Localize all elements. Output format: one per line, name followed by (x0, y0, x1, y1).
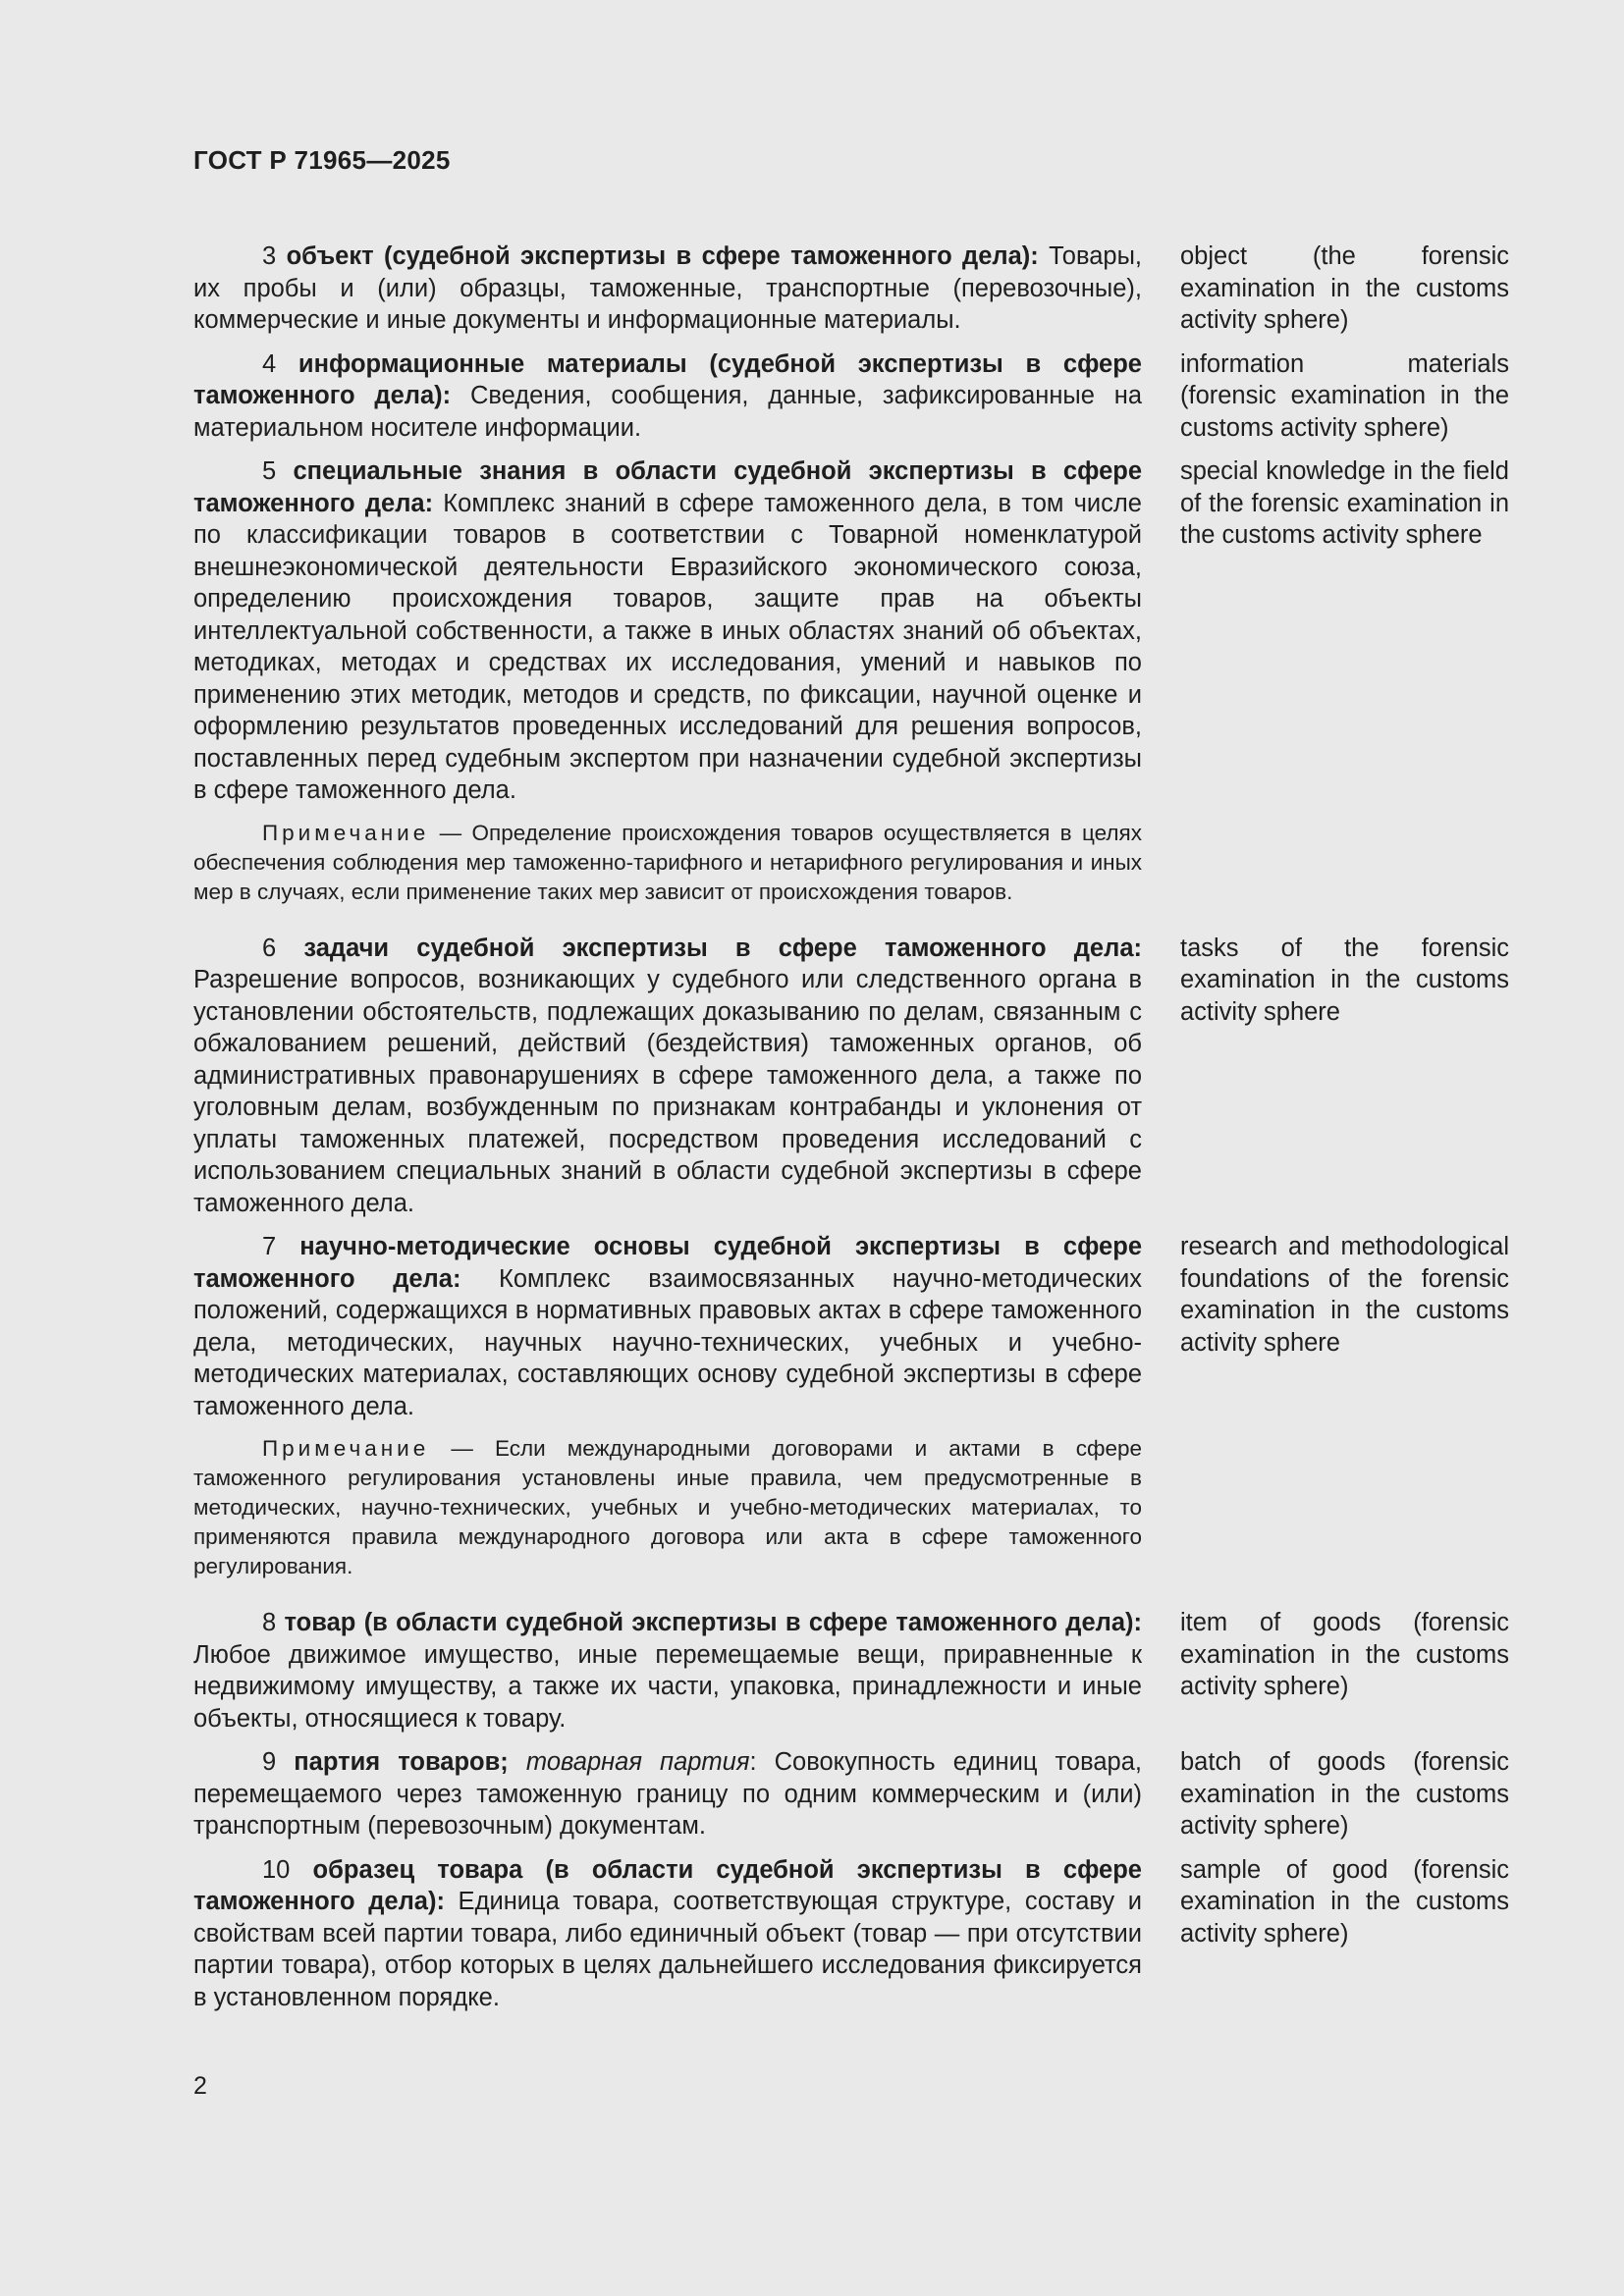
note-label: Примечание (262, 820, 430, 845)
term-number: 7 (262, 1233, 277, 1260)
term-name: информационные материалы (судебной экспертизы в сфере таможенного дела): (193, 349, 1142, 409)
term-name: партия товаров; (294, 1748, 509, 1776)
note-text: — Определение происхождения товаров осуществляется в целях обеспечения соблюдения мер таможенно-тарифного и нетарифного регулирования и иных мер в случаях, если применение таких мер зависит от происхождения товаров. (193, 820, 1142, 904)
term-name: образец товара (в области судебной экспертизы в сфере таможенного дела): (193, 1855, 1142, 1915)
term-equivalent-en: batch of goods (forensic examination in the customs activity sphere) (1180, 1748, 1509, 1840)
term-equivalent-en: tasks of the forensic examination in the customs activity sphere (1180, 934, 1509, 1026)
term-equivalent-en: research and methodological foundations of the forensic examination in the customs activity sphere (1180, 1233, 1509, 1357)
term-definition-ru (193, 1231, 1142, 1422)
term-definition: Комплекс взаимосвязанных научно-методических положений, содержащихся в нормативных правовых актах в сфере таможенного дела, методических, научных научно-технических, учебных и учебно-методических материалах, составляющих основу судебной экспертизы в сфере таможенного дела. (193, 1264, 1142, 1420)
term-entry-4 (193, 348, 1509, 445)
note-2 (193, 1434, 1142, 1581)
term-definition-ru (193, 240, 1142, 337)
term-number: 6 (262, 934, 277, 962)
term-entry-8 (193, 1607, 1509, 1735)
term-definition: Единица товара, соответствующая структуре, составу и свойствам всей партии товара, либо единичный объект (товар — при отсутствии партии товара), отбор которых в целях дальнейшего исследования фиксируется в установленном порядке. (193, 1888, 1142, 2011)
term-definition: Любое движимое имущество, иные перемещаемые вещи, приравненные к недвижимому имуществу, а также их части, упаковка, принадлежности и иные объекты, относящиеся к товару. (193, 1640, 1142, 1733)
term-equivalent-en: special knowledge in the field of the forensic examination in the customs activity sphere (1180, 457, 1509, 549)
term-name: задачи судебной экспертизы в сфере таможенного дела: (303, 934, 1142, 962)
term-number: 9 (262, 1748, 277, 1776)
term-entry-3 (193, 240, 1509, 337)
term-number: 4 (262, 349, 277, 378)
term-equivalent-en: information materials (forensic examination in the customs activity sphere) (1180, 349, 1509, 442)
document-header: ГОСТ Р 71965—2025 (193, 145, 451, 175)
term-name: объект (судебной экспертизы в сфере таможенного дела): (286, 242, 1039, 270)
term-equivalent-en: sample of good (forensic examination in the customs activity sphere) (1180, 1855, 1509, 1948)
term-definition: Сведения, сообщения, данные, зафиксированные на материальном носителе информации. (193, 382, 1143, 442)
term-equivalent-en: object (the forensic examination in the customs activity sphere) (1180, 242, 1509, 334)
term-definition-ru (193, 933, 1142, 1220)
term-definition-ru (193, 1854, 1142, 2014)
term-definition: Товары, их пробы и (или) образцы, таможенные, транспортные (перевозочные), коммерческие и иные документы и информационные материалы. (193, 242, 1142, 334)
term-equivalent-en: item of goods (forensic examination in the customs activity sphere) (1180, 1609, 1509, 1700)
term-definition-ru (193, 455, 1142, 807)
term-definition-ru (193, 1607, 1142, 1735)
note-1 (193, 819, 1142, 907)
terms-list (193, 240, 1509, 2025)
term-name: научно-методические основы судебной экспертизы в сфере таможенного дела: (193, 1233, 1142, 1293)
term-alternative: товарная партия (525, 1748, 750, 1776)
term-number: 5 (262, 457, 277, 485)
term-entry-5 (193, 455, 1509, 807)
term-number: 3 (262, 242, 277, 270)
note-label: Примечание (262, 1436, 430, 1461)
term-definition-ru (193, 348, 1142, 445)
page-number: 2 (193, 2072, 207, 2100)
note-text: — Если международными договорами и актами в сфере таможенного регулирования установлены иные правила, чем предусмотренные в методических, научно-технических, учебных и учебно-методических материалах, то применяются правила международного договора или акта в сфере таможенного регулирования. (193, 1436, 1142, 1578)
term-definition: : Совокупность единиц товара, перемещаемого через таможенную границу по одним коммерческим и (или) транспортным (перевозочным) документам. (193, 1748, 1142, 1840)
term-entry-10 (193, 1854, 1509, 2014)
term-entry-7 (193, 1231, 1509, 1422)
term-entry-6 (193, 933, 1509, 1220)
term-number: 10 (262, 1855, 291, 1884)
term-name: товар (в области судебной экспертизы в сфере таможенного дела): (284, 1609, 1142, 1636)
term-entry-9 (193, 1746, 1509, 1842)
term-number: 8 (262, 1609, 277, 1636)
term-definition-ru (193, 1746, 1142, 1842)
term-name: специальные знания в области судебной экспертизы в сфере таможенного дела: (193, 457, 1143, 517)
term-definition: Разрешение вопросов, возникающих у судебного или следственного органа в установлении обстоятельств, подлежащих доказыванию по делам, связанным с обжалованием решений, действий (бездействия) таможенных органов, об административных правонарушениях в сфере таможенного дела, а также по уголовным делам, возбужденным по признакам контрабанды и уклонения от уплаты таможенных платежей, посредством проведения исследований с использованием специальных знаний в области судебной экспертизы в сфере таможенного дела. (193, 966, 1142, 1217)
term-definition: Комплекс знаний в сфере таможенного дела, в том числе по классификации товаров в соответствии с Товарной номенклатурой внешнеэкономической деятельности Евразийского экономического союза, определению происхождения товаров, защите прав на объекты интеллектуальной собственности, а также в иных областях знаний об объектах, методиках, методах и средствах их исследования, умений и навыков по применению этих методик, методов и средств, по фиксации, научной оценке и оформлению результатов проведенных исследований для решения вопросов, поставленных перед судебным экспертом при назначении судебной экспертизы в сфере таможенного дела. (193, 489, 1142, 804)
